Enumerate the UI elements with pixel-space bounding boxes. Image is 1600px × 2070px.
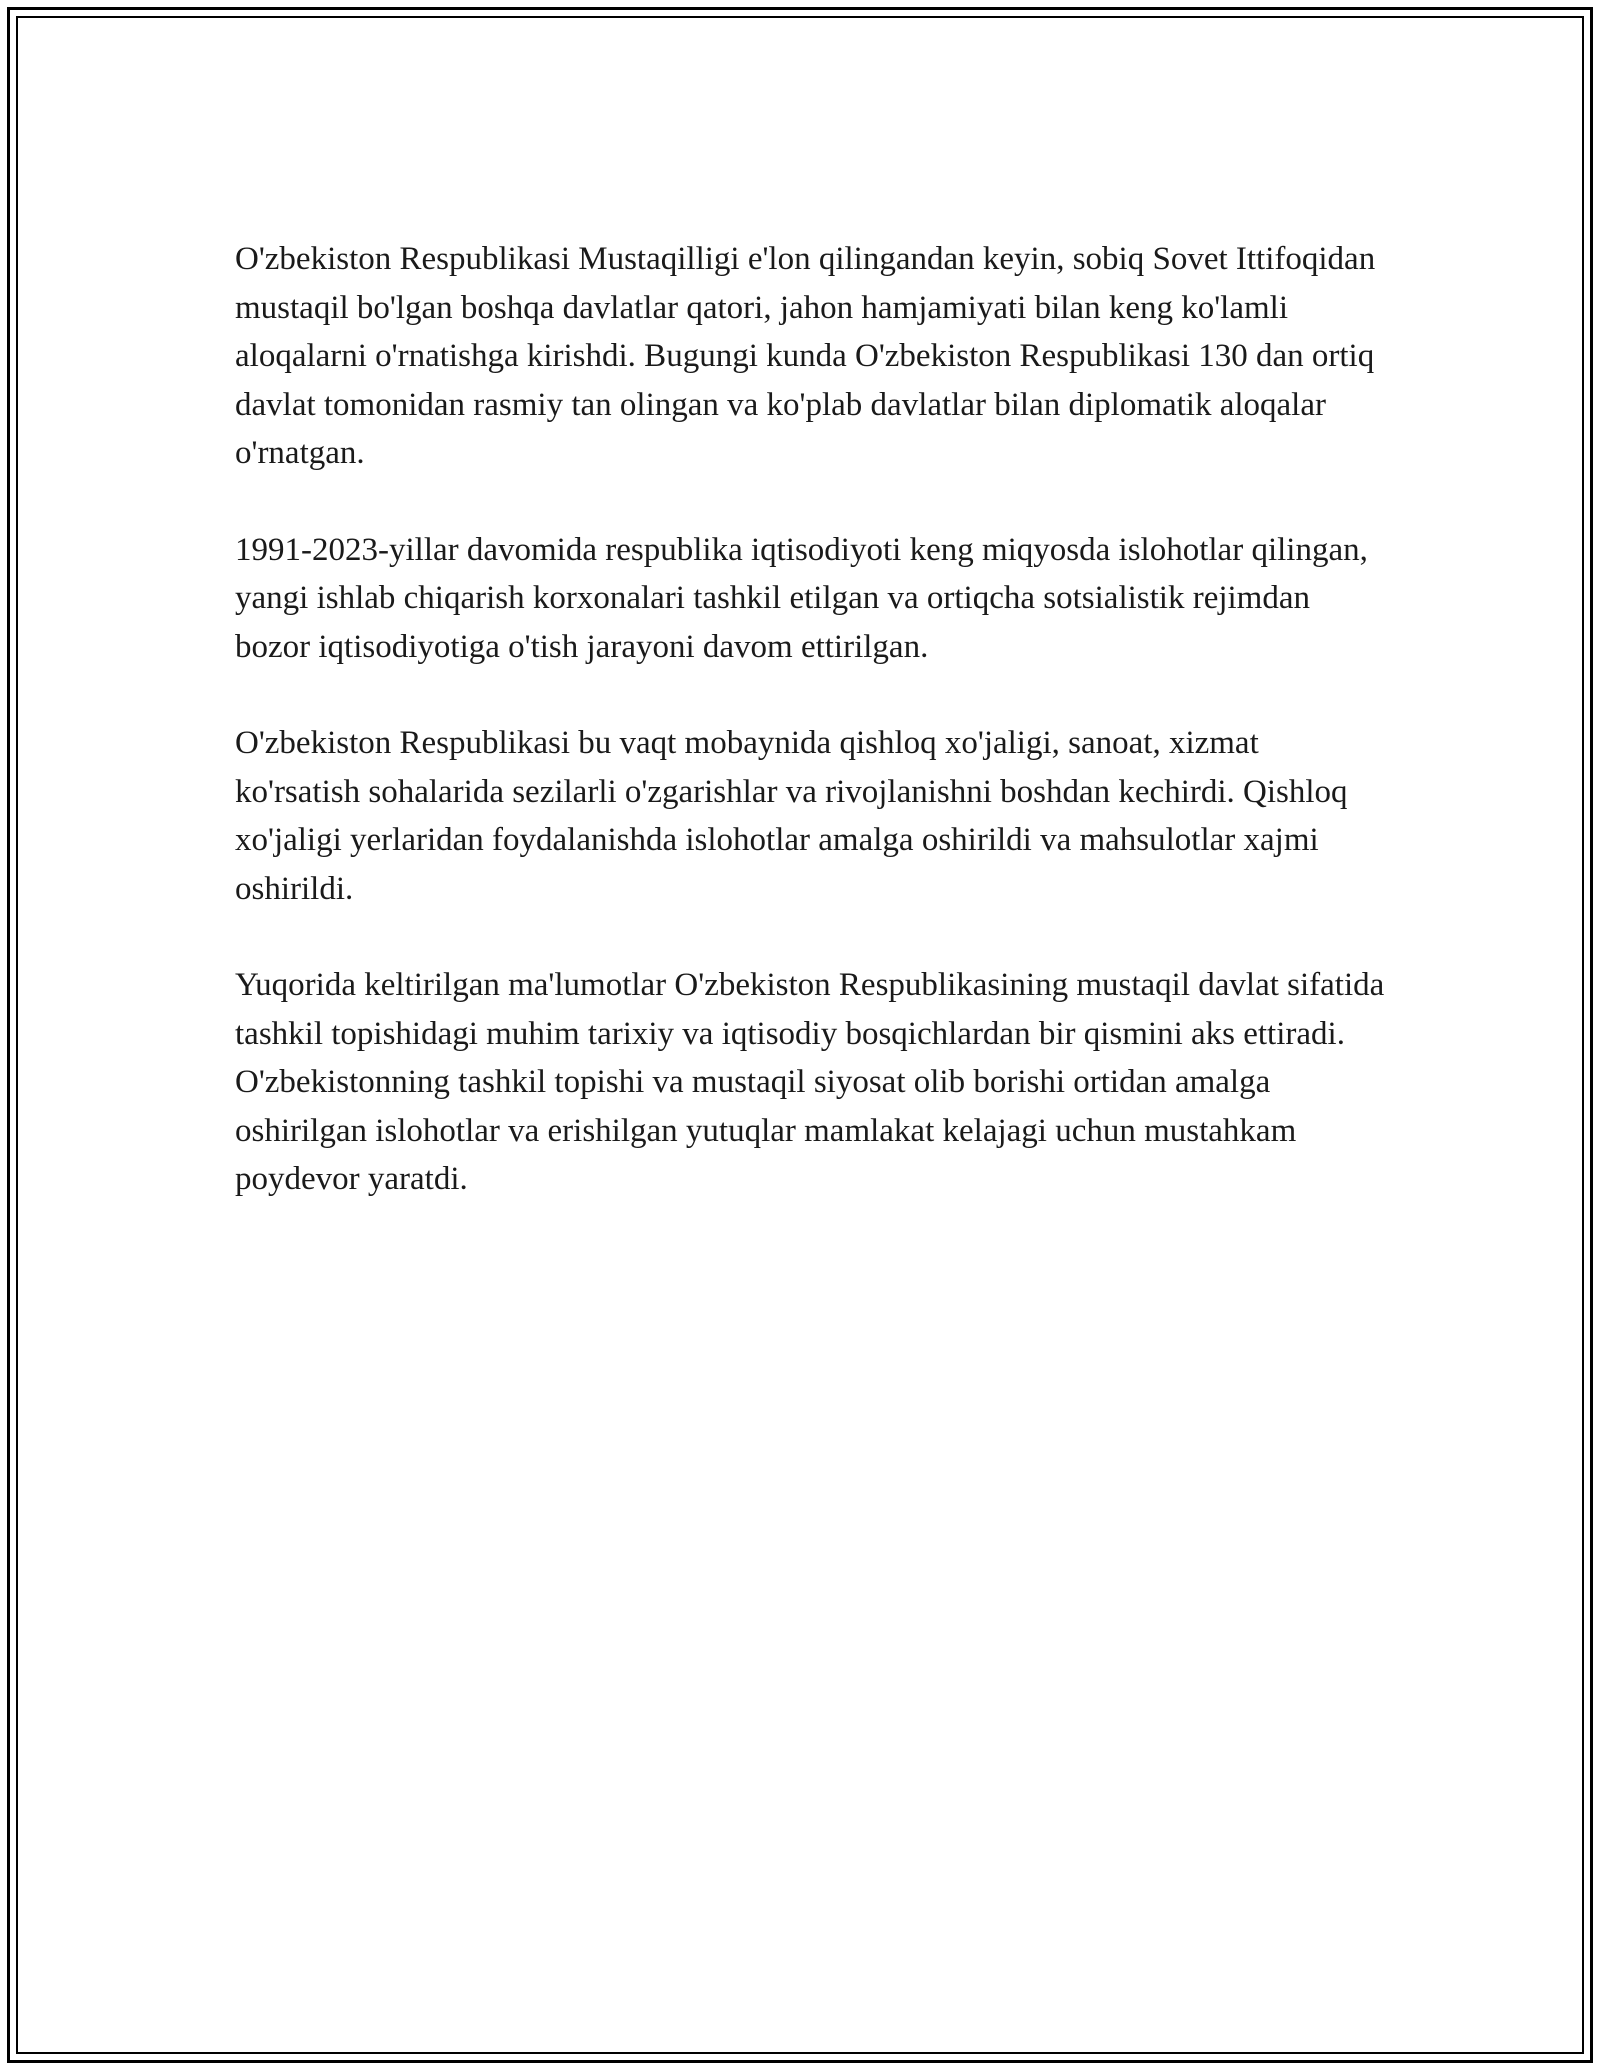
paragraph-independence: O'zbekiston Respublikasi Mustaqilligi e'lon qilingandan keyin, sobiq Sovet Ittifoqidan mustaqil bo'lgan boshqa davlatlar qatori, jahon hamjamiyati bilan keng ko'lamli aloqalarni o'rnatishga kirishdi. Bugungi kunda O'zbekiston Respublikasi 130 dan ortiq davlat tomonidan rasmiy tan olingan va ko'plab davlatlar bilan diplomatik aloqalar o'rnatgan.	[235, 241, 1376, 471]
document-body	[235, 235, 1385, 1252]
paragraph-sector-development: O'zbekiston Respublikasi bu vaqt mobaynida qishloq xo'jaligi, sanoat, xizmat ko'rsatish sohalarida sezilarli o'zgarishlar va rivojlanishni boshdan kechirdi. Qishloq xo'jaligi yerlaridan foydalanishda islohotlar amalga oshirildi va mahsulotlar xajmi oshirildi.	[235, 725, 1348, 907]
paragraph-conclusion: Yuqorida keltirilgan ma'lumotlar O'zbekiston Respublikasining mustaqil davlat sifatida tashkil topishidagi muhim tarixiy va iqtisodiy bosqichlardan bir qismini aks ettiradi. O'zbekistonning tashkil topishi va mustaqil siyosat olib borishi ortidan amalga oshirilgan islohotlar va erishilgan yutuqlar mamlakat kelajagi uchun mustahkam poydevor yaratdi.	[235, 967, 1385, 1197]
paragraph-economic-reforms: 1991-2023-yillar davomida respublika iqtisodiyoti keng miqyosda islohotlar qilingan, yangi ishlab chiqarish korxonalari tashkil etilgan va ortiqcha sotsialistik rejimdan bozor iqtisodiyotiga o'tish jarayoni davom ettirilgan.	[235, 531, 1368, 665]
